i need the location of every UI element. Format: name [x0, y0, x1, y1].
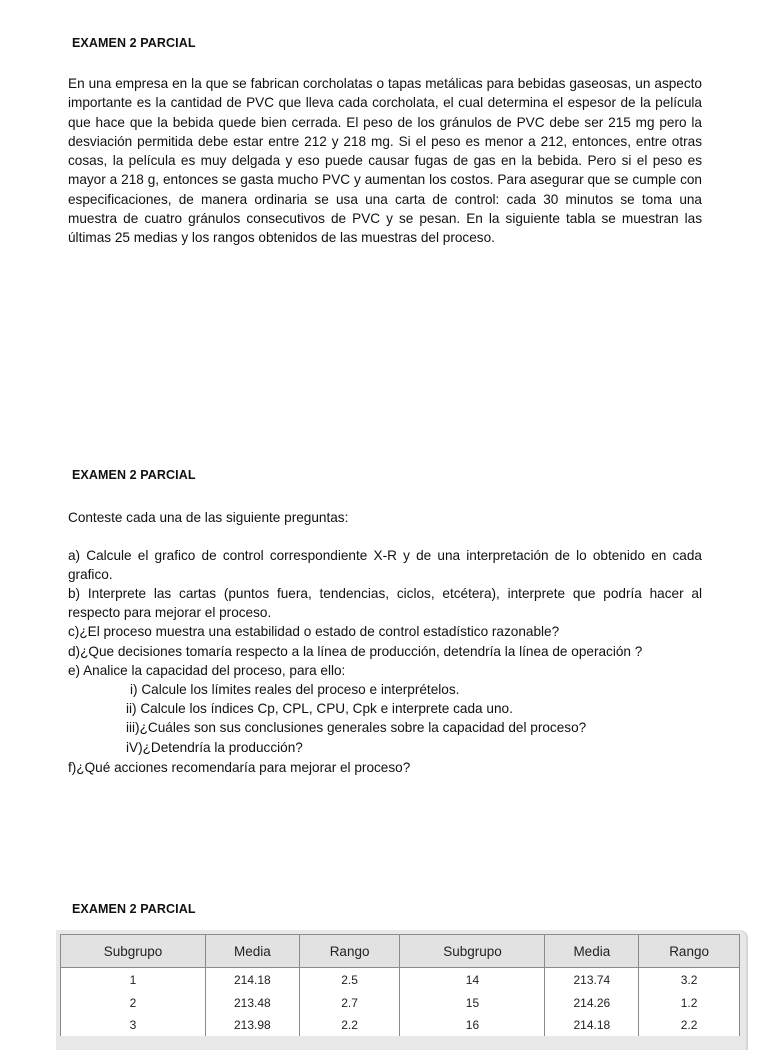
table-cell: 3.2: [639, 968, 740, 992]
question-e-ii: ii) Calcule los índices Cp, CPL, CPU, Cpk e interprete cada uno.: [126, 701, 513, 716]
question-e: e) Analice la capacidad del proceso, para ello:: [68, 663, 346, 678]
questions-intro: Conteste cada una de las siguiente preguntas:: [68, 510, 349, 525]
table-cell: 214.18: [206, 968, 300, 992]
table-cell: 2: [61, 992, 206, 1014]
header-media-2: Media: [545, 935, 639, 968]
table-cell: 213.74: [545, 968, 639, 992]
header-subgrupo-2: Subgrupo: [400, 935, 545, 968]
table-cell: 14: [400, 968, 545, 992]
table-cell: 213.48: [206, 992, 300, 1014]
question-f: f)¿Qué acciones recomendaría para mejorar el proceso?: [68, 760, 411, 775]
header-subgrupo-1: Subgrupo: [61, 935, 206, 968]
header-media-1: Media: [206, 935, 300, 968]
data-table: [60, 934, 740, 1036]
table-cell: 2.2: [639, 1014, 740, 1036]
question-e-i: i) Calcule los límites reales del proceso e interprételos.: [130, 682, 460, 697]
question-b: b) Interprete las cartas (puntos fuera, tendencias, ciclos, etcétera), interprete que podría hacer al respecto para mejorar el proceso.: [68, 586, 702, 621]
question-a: a) Calcule el grafico de control correspondiente X-R y de una interpretación de lo obtenido en cada grafico.: [68, 548, 702, 583]
table-cell: 1: [61, 968, 206, 992]
table-cell: 1.2: [639, 992, 740, 1014]
table-row: [61, 1014, 740, 1036]
table-row: [61, 968, 740, 992]
table-cell: 214.18: [545, 1014, 639, 1036]
table-row: [61, 992, 740, 1014]
header-rango-1: Rango: [299, 935, 400, 968]
data-table-frame: [56, 930, 746, 1050]
table-cell: 2.7: [299, 992, 400, 1014]
table-cell: 2.2: [299, 1014, 400, 1036]
section-1-title: EXAMEN 2 PARCIAL: [72, 36, 196, 50]
table-cell: 16: [400, 1014, 545, 1036]
question-d: d)¿Que decisiones tomaría respecto a la línea de producción, detendría la línea de operación ?: [68, 644, 643, 659]
table-header-row: [61, 935, 740, 968]
section-2-title: EXAMEN 2 PARCIAL: [72, 468, 196, 482]
question-e-iii: iii)¿Cuáles son sus conclusiones generales sobre la capacidad del proceso?: [126, 720, 587, 735]
table-cell: 213.98: [206, 1014, 300, 1036]
problem-statement: En una empresa en la que se fabrican corcholatas o tapas metálicas para bebidas gaseosas, un aspecto importante es la cantidad de PVC que lleva cada corcholata, el cual determina el espesor de la película que hace que la bebida quede bien cerrada. El peso de los gránulos de PVC debe ser 215 mg pero la desviación permitida debe estar entre 212 y 218 mg. Si el peso es menor a 212, entonces, entre otras cosas, la película es muy delgada y eso puede causar fugas de gas en la bebida. Pero si el peso es mayor a 218 g, entonces se gasta mucho PVC y aumentan los costos. Para asegurar que se cumple con especificaciones, de manera ordinaria se usa una carta de control: cada 30 minutos se toma una muestra de cuatro gránulos consecutivos de PVC y se pesan. En la siguiente tabla se muestran las últimas 25 medias y los rangos obtenidos de las muestras del proceso.: [68, 76, 702, 246]
question-e-iv: iV)¿Detendría la producción?: [126, 740, 303, 755]
question-c: c)¿El proceso muestra una estabilidad o estado de control estadístico razonable?: [68, 624, 560, 639]
header-rango-2: Rango: [639, 935, 740, 968]
table-cell: 3: [61, 1014, 206, 1036]
table-cell: 15: [400, 992, 545, 1014]
table-cell: 2.5: [299, 968, 400, 992]
table-cell: 214.26: [545, 992, 639, 1014]
section-3-title: EXAMEN 2 PARCIAL: [72, 902, 196, 916]
